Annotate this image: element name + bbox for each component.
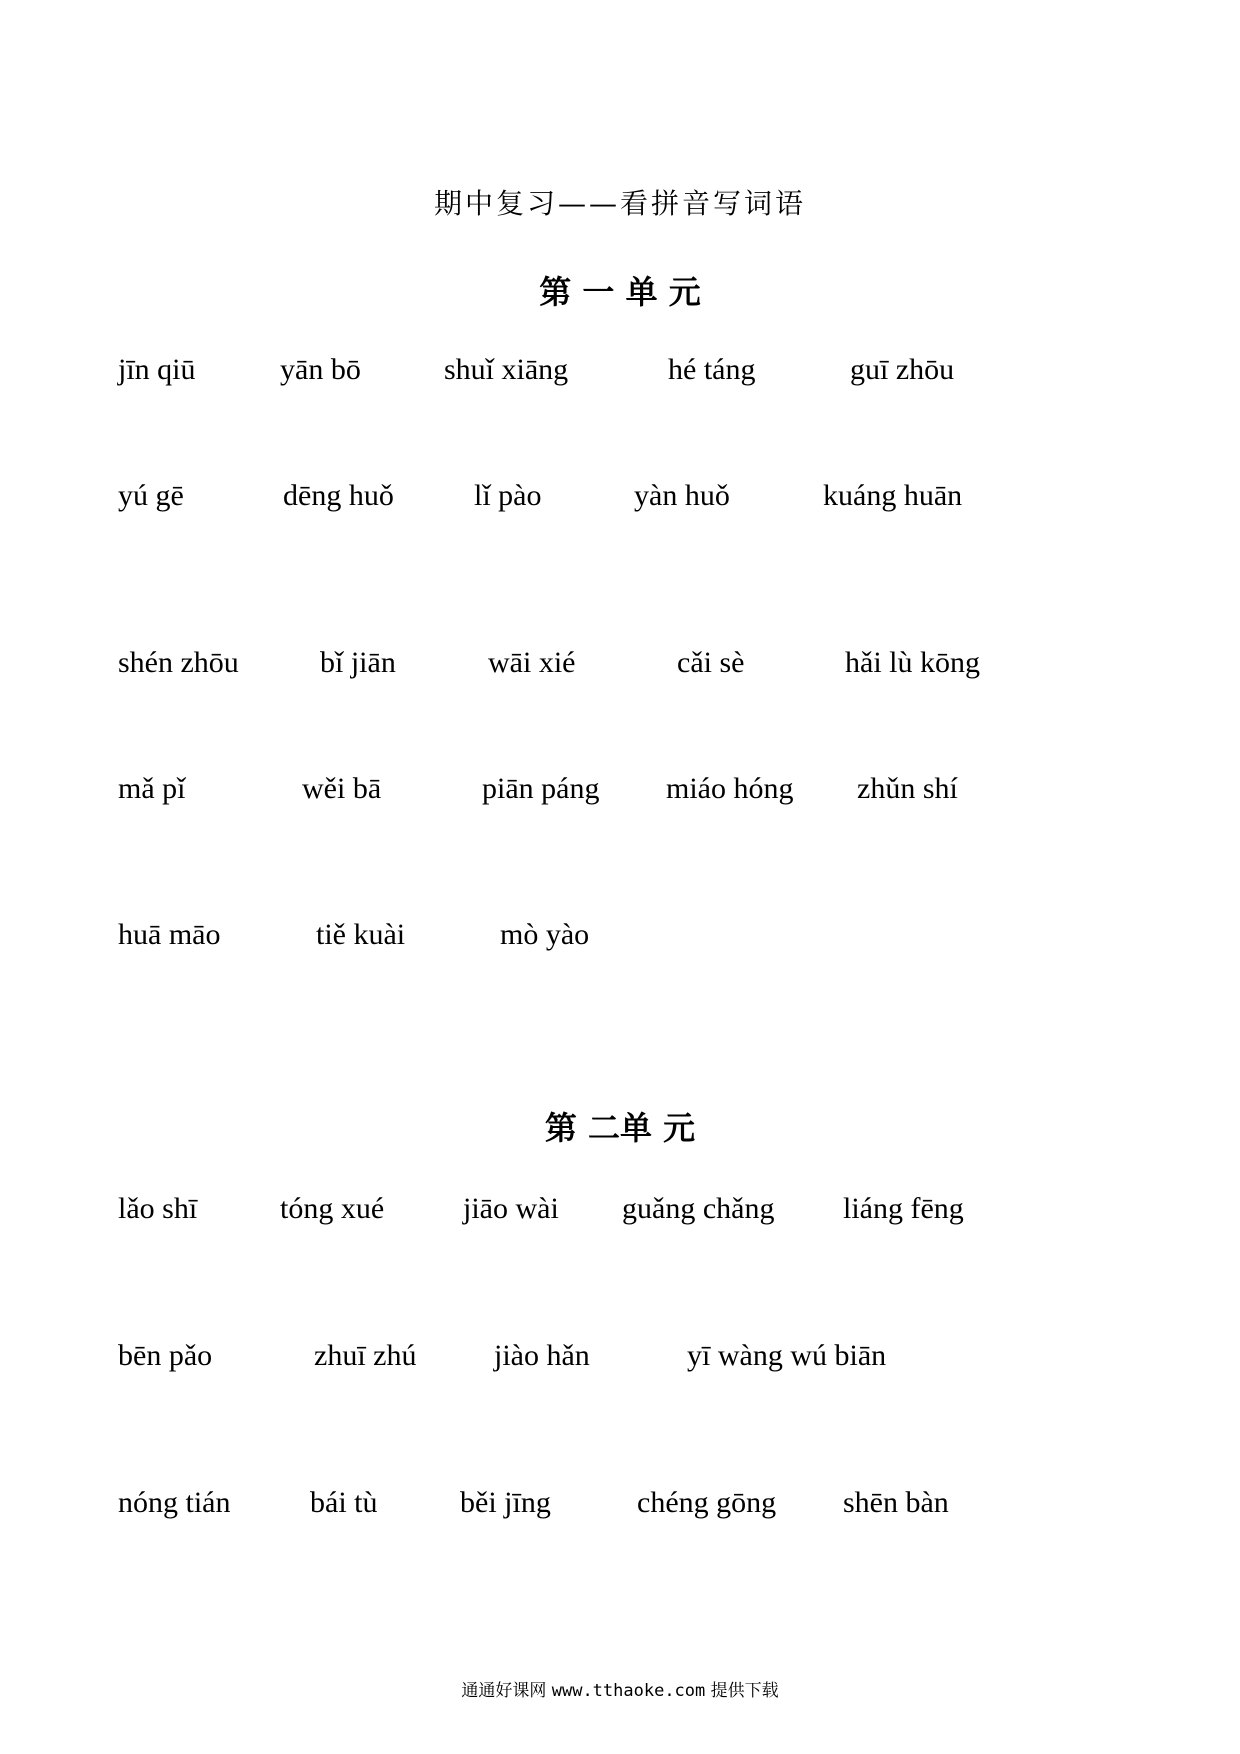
pinyin-word: shuǐ xiāng [444, 353, 569, 386]
footer [0, 1676, 1240, 1701]
pinyin-word: bǐ jiān [320, 646, 396, 679]
pinyin-word: huā māo [118, 918, 221, 951]
pinyin-word: wěi bā [302, 772, 382, 805]
pinyin-word: mò yào [500, 918, 590, 951]
pinyin-word: mǎ pǐ [118, 772, 186, 805]
pinyin-word: hé táng [668, 353, 756, 386]
pinyin-word: zhǔn shí [857, 772, 958, 805]
page-title: 期中复习——看拼音写词语 [433, 187, 806, 220]
pinyin-row [0, 643, 1240, 683]
pinyin-word: yú gē [118, 479, 184, 512]
pinyin-row [0, 350, 1240, 390]
pinyin-row [0, 1189, 1240, 1229]
pinyin-word: guī zhōu [850, 353, 955, 386]
pinyin-word: chéng gōng [637, 1486, 777, 1519]
pinyin-row [0, 1336, 1240, 1376]
pinyin-word: lǐ pào [474, 479, 542, 512]
pinyin-word: hǎi lù kōng [845, 646, 980, 679]
pinyin-word: liáng fēng [843, 1192, 964, 1225]
pinyin-word: cǎi sè [677, 646, 745, 679]
pinyin-word: běi jīng [460, 1486, 551, 1519]
pinyin-word: dēng huǒ [283, 479, 394, 512]
pinyin-row [0, 769, 1240, 809]
pinyin-word: shēn bàn [843, 1486, 949, 1519]
pinyin-word: guǎng chǎng [622, 1192, 775, 1225]
pinyin-word: shén zhōu [118, 646, 239, 679]
pinyin-word: piān páng [482, 772, 600, 805]
pinyin-word: yàn huǒ [634, 479, 730, 512]
pinyin-word: wāi xié [488, 646, 576, 679]
footer-url: www.tthaoke.com [551, 1681, 706, 1701]
pinyin-word: jiāo wài [463, 1192, 559, 1225]
pinyin-row [0, 476, 1240, 516]
pinyin-word: bēn pǎo [118, 1339, 213, 1372]
pinyin-word: jīn qiū [118, 353, 196, 386]
pinyin-word: yān bō [280, 353, 361, 386]
footer-suffix: 提供下载 [710, 1681, 779, 1701]
pinyin-word: tóng xué [280, 1192, 385, 1225]
pinyin-word: kuáng huān [823, 479, 963, 512]
pinyin-word: jiào hǎn [494, 1339, 590, 1372]
pinyin-row [0, 1483, 1240, 1523]
footer-site-name: 通通好课网 [461, 1681, 547, 1701]
pinyin-word: bái tù [310, 1486, 378, 1519]
pinyin-word: yī wàng wú biān [687, 1339, 887, 1372]
unit-1-heading: 第 一 单 元 [539, 273, 701, 311]
pinyin-word: lǎo shī [118, 1192, 198, 1225]
pinyin-row [0, 915, 1240, 955]
pinyin-word: nóng tián [118, 1486, 231, 1519]
pinyin-word: miáo hóng [666, 772, 794, 805]
pinyin-word: zhuī zhú [314, 1339, 417, 1372]
pinyin-word: tiě kuài [316, 918, 406, 951]
unit-2-heading: 第 二单 元 [544, 1109, 696, 1147]
